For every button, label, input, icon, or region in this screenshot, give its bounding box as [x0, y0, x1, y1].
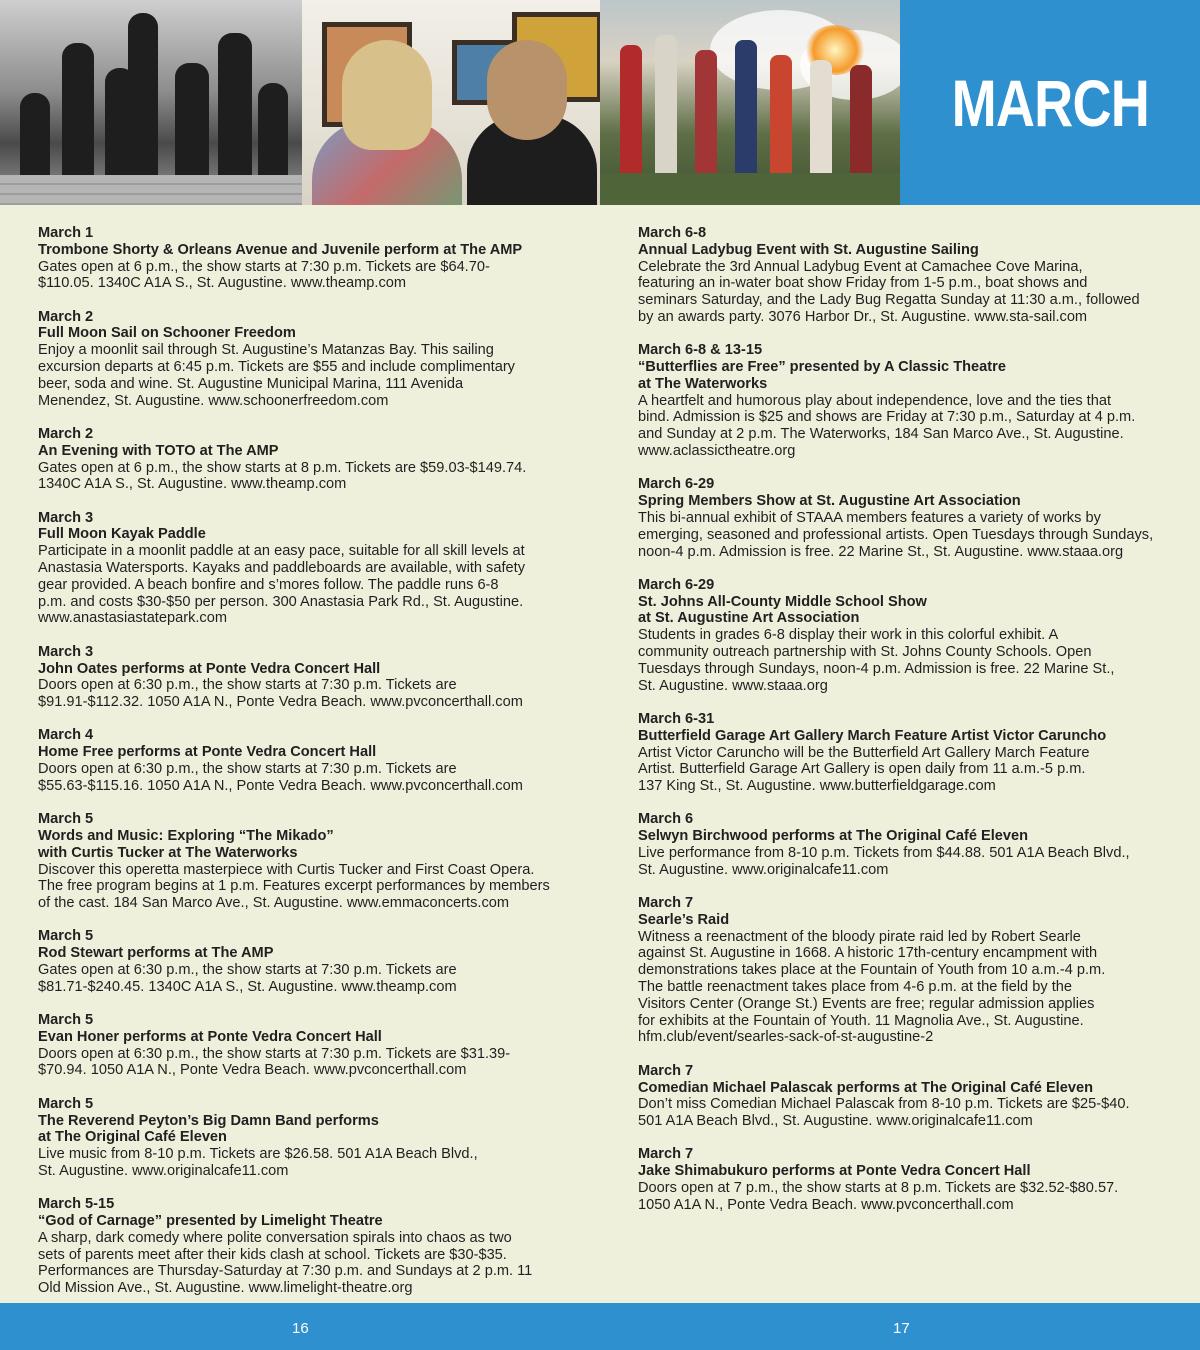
event-description: Gates open at 6 p.m., the show starts at 7:30 p.m. Tickets are $64.70- $110.05. 1340C A1A S., St. Augustine. www.theamp.com: [38, 258, 490, 292]
event-description: Doors open at 6:30 p.m., the show starts at 7:30 p.m. Tickets are $31.39- $70.94. 1050 A1A N., Ponte Vedra Beach. www.pvconcerthall.com: [38, 1045, 511, 1079]
event-title: Full Moon Kayak Paddle: [38, 526, 206, 543]
month-title: MARCH: [951, 65, 1149, 140]
event-date: March 3: [38, 643, 94, 660]
event-entry: [38, 510, 568, 628]
event-title: St. Johns All-County Middle School Show at St. Augustine Art Association: [638, 593, 927, 627]
event-description: Live performance from 8-10 p.m. Tickets from $44.88. 501 A1A Beach Blvd., St. Augustine. www.originalcafe11.com: [638, 845, 1130, 878]
event-entry: [38, 426, 568, 493]
event-title: “God of Carnage” presented by Limelight Theatre: [38, 1213, 383, 1230]
event-date: March 4: [38, 727, 94, 744]
event-date: March 2: [38, 308, 94, 325]
event-entry: [38, 225, 568, 292]
event-title: Evan Honer performs at Ponte Vedra Concert Hall: [38, 1028, 382, 1045]
event-title: Comedian Michael Palascak performs at The Original Café Eleven: [638, 1079, 1094, 1096]
event-date: March 6-8 & 13-15: [638, 342, 763, 359]
event-date: March 6-29: [638, 476, 715, 493]
event-date: March 5: [38, 1095, 94, 1112]
right-event-column: [638, 225, 1168, 1230]
header-banner: [0, 0, 1200, 205]
event-title: Trombone Shorty & Orleans Avenue and Juvenile perform at The AMP: [38, 241, 523, 258]
event-title: The Reverend Peyton’s Big Damn Band performs at The Original Café Eleven: [38, 1112, 379, 1146]
event-title: Selwyn Birchwood performs at The Original Café Eleven: [638, 828, 1029, 845]
event-entry: [38, 644, 568, 711]
event-date: March 1: [38, 225, 94, 241]
event-title: Full Moon Sail on Schooner Freedom: [38, 325, 296, 342]
event-description: Celebrate the 3rd Annual Ladybug Event at Camachee Cove Marina, featuring an in-water boat show Friday from 1-5 p.m., boat shows and seminars Saturday, and the Lady Bug Regatta Sunday at 11:30 a.m., followed by an awards party. 3076 Harbor Dr., St. Augustine. www.sta-sail.com: [638, 258, 1140, 325]
event-entry: [38, 1096, 568, 1180]
left-event-column: [38, 225, 568, 1314]
event-title: Home Free performs at Ponte Vedra Concert Hall: [38, 744, 377, 761]
art-gallery-photo: [302, 0, 600, 205]
event-date: March 5: [38, 811, 94, 828]
event-title: John Oates performs at Ponte Vedra Concert Hall: [38, 660, 381, 677]
event-description: Gates open at 6 p.m., the show starts at 8 p.m. Tickets are $59.03-$149.74. 1340C A1A S., St. Augustine. www.theamp.com: [38, 459, 527, 493]
event-date: March 7: [638, 1146, 694, 1163]
event-description: Enjoy a moonlit sail through St. Augustine’s Matanzas Bay. This sailing excursion departs at 6:45 p.m. Tickets are $55 and include complimentary beer, soda and wine. St. Augustine Municipal Marina, 111 Avenida Menendez, St. Augustine. www.schoonerfreedom.com: [38, 342, 515, 409]
event-title: An Evening with TOTO at The AMP: [38, 442, 279, 459]
event-title: Butterfield Garage Art Gallery March Feature Artist Victor Caruncho: [638, 727, 1107, 744]
event-date: March 6-29: [638, 576, 715, 593]
event-entry: [638, 711, 1168, 795]
event-entry: [638, 811, 1168, 878]
event-description: A sharp, dark comedy where polite conversation spirals into chaos as two sets of parents meet after their kids clash at school. Tickets are $30-$35. Performances are Thursday-Saturday at 7:30 p.m. and Sundays at 2 p.m. 11 Old Mission Ave., St. Augustine. www.limelight-theatre.org: [38, 1229, 533, 1297]
event-entry: [38, 1012, 568, 1079]
event-description: Live music from 8-10 p.m. Tickets are $26.58. 501 A1A Beach Blvd., St. Augustine. www.originalcafe11.com: [38, 1146, 478, 1179]
event-entry: [638, 577, 1168, 695]
event-date: March 7: [638, 895, 694, 912]
event-entry: [38, 811, 568, 912]
reenactment-photo: [600, 0, 900, 205]
event-date: March 6: [638, 811, 694, 828]
page-number-left: 16: [292, 1320, 309, 1337]
event-date: March 5: [38, 928, 94, 945]
event-description: This bi-annual exhibit of STAAA members features a variety of works by emerging, seasoned and professional artists. Open Tuesdays through Sundays, noon-4 p.m. Admission is free. 22 Marine St., St. Augustine. www.staaa.org: [638, 509, 1154, 560]
event-entry: [638, 1063, 1168, 1130]
event-description: Witness a reenactment of the bloody pirate raid led by Robert Searle against St. Augustine in 1668. A historic 17th-century encampment with demonstrations takes place at the Fountain of Youth from 10 a.m.-4 p.m. The battle reenactment takes place from 4-6 p.m. at the field by the Visitors Center (Orange St.) Events are free; regular admission applies for exhibits at the Fountain of Youth. 11 Magnolia Ave., St. Augustine. hfm.club/event/searles-sack-of-st-augustine-2: [638, 928, 1106, 1046]
event-date: March 5: [38, 1012, 94, 1029]
event-entry: [638, 225, 1168, 326]
event-entry: [38, 928, 568, 995]
event-date: March 3: [38, 509, 94, 526]
event-title: Annual Ladybug Event with St. Augustine Sailing: [638, 241, 979, 258]
event-description: Don’t miss Comedian Michael Palascak from 8-10 p.m. Tickets are $25-$40. 501 A1A Beach Blvd., St. Augustine. www.originalcafe11.com: [638, 1096, 1130, 1130]
event-date: March 6-31: [638, 710, 715, 727]
brass-band-photo: [0, 0, 302, 205]
event-description: Artist Victor Caruncho will be the Butterfield Art Gallery March Feature Artist. Butterfield Garage Art Gallery is open daily from 11 a.m.-5 p.m. 137 King St., St. Augustine. www.butterfieldgarage.com: [638, 744, 1090, 795]
event-title: “Butterflies are Free” presented by A Classic Theatre at The Waterworks: [638, 359, 1006, 392]
event-description: Doors open at 6:30 p.m., the show starts at 7:30 p.m. Tickets are $91.91-$112.32. 1050 A1A N., Ponte Vedra Beach. www.pvconcerthall.com: [38, 677, 523, 711]
event-description: Gates open at 6:30 p.m., the show starts at 7:30 p.m. Tickets are $81.71-$240.45. 1340C A1A S., St. Augustine. www.theamp.com: [38, 961, 457, 995]
event-description: A heartfelt and humorous play about independence, love and the ties that bind. Admission is $25 and shows are Friday at 7:30 p.m., Saturday at 4 p.m. and Sunday at 2 p.m. The Waterworks, 184 San Marco Ave., St. Augustine. www.aclassictheatre.org: [638, 392, 1136, 460]
event-date: March 2: [38, 425, 94, 442]
event-description: Doors open at 7 p.m., the show starts at 8 p.m. Tickets are $32.52-$80.57. 1050 A1A N., Ponte Vedra Beach. www.pvconcerthall.com: [638, 1180, 1119, 1213]
event-date: March 5-15: [38, 1196, 115, 1213]
event-entry: [638, 342, 1168, 460]
event-title: Words and Music: Exploring “The Mikado” with Curtis Tucker at The Waterworks: [38, 827, 334, 861]
event-date: March 7: [638, 1062, 694, 1079]
event-entry: [38, 309, 568, 410]
event-description: Participate in a moonlit paddle at an easy pace, suitable for all skill levels at Anastasia Watersports. Kayaks and paddleboards are available, with safety gear provided. A beach bonfire and s’mores follow. The paddle runs 6-8 p.m. and costs $30-$50 per person. 300 Anastasia Park Rd., St. Augustine. www.anastasiastatepark.com: [38, 543, 525, 627]
event-description: Students in grades 6-8 display their work in this colorful exhibit. A community outreach partnership with St. Johns County Schools. Open Tuesdays through Sundays, noon-4 p.m. Admission is free. 22 Marine St., St. Augustine. www.staaa.org: [638, 627, 1115, 694]
event-title: Jake Shimabukuro performs at Ponte Vedra Concert Hall: [638, 1163, 1031, 1180]
page-number-right: 17: [893, 1320, 910, 1337]
event-title: Spring Members Show at St. Augustine Art Association: [638, 493, 1021, 510]
event-entry: [38, 1196, 568, 1297]
event-title: Rod Stewart performs at The AMP: [38, 945, 274, 962]
event-description: Doors open at 6:30 p.m., the show starts at 7:30 p.m. Tickets are $55.63-$115.16. 1050 A1A N., Ponte Vedra Beach. www.pvconcerthall.com: [38, 761, 523, 794]
month-banner: [900, 0, 1200, 205]
event-entry: [638, 476, 1168, 560]
event-entry: [38, 727, 568, 794]
event-entry: [638, 1146, 1168, 1213]
event-entry: [638, 895, 1168, 1046]
footer-bar: [0, 1303, 1200, 1350]
event-date: March 6-8: [638, 225, 707, 241]
event-description: Discover this operetta masterpiece with Curtis Tucker and First Coast Opera. The free program begins at 1 p.m. Features excerpt performances by members of the cast. 184 San Marco Ave., St. Augustine. www.emmaconcerts.com: [38, 861, 550, 912]
event-title: Searle’s Raid: [638, 911, 730, 928]
